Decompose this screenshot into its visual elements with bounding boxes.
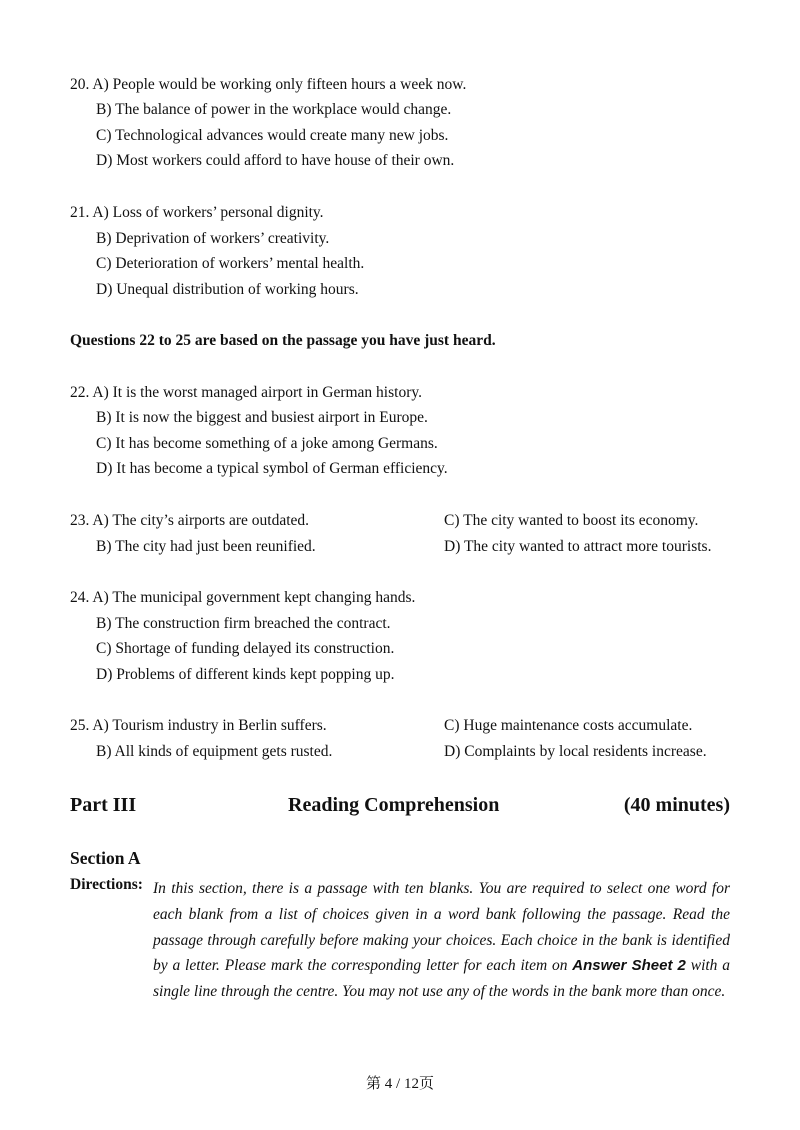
section-title: Section A — [70, 848, 141, 868]
q24-option-d: D) Problems of different kinds kept popping up. — [96, 666, 395, 683]
q22-option-d: D) It has become a typical symbol of German efficiency. — [96, 460, 448, 477]
q20-option-c: C) Technological advances would create many new jobs. — [96, 127, 449, 144]
q23-option-d: D) The city wanted to attract more tourists. — [444, 538, 712, 555]
q25-option-a: 25. A) Tourism industry in Berlin suffers. — [70, 717, 327, 734]
q25-option-d: D) Complaints by local residents increase. — [444, 743, 707, 760]
directions-text-part2: with a single line through the centre. You may not use any of the words in the bank more than once. — [153, 957, 731, 1001]
page-number: 第 4 / 12页 — [366, 1076, 434, 1092]
part-time: (40 minutes) — [623, 794, 730, 816]
q20-option-a: 20. A) People would be working only fifteen hours a week now. — [70, 76, 467, 93]
q24-option-a: 24. A) The municipal government kept changing hands. — [70, 589, 416, 606]
q24-option-c: C) Shortage of funding delayed its construction. — [96, 640, 395, 657]
directions-text — [153, 876, 730, 1005]
answer-sheet-reference: Answer Sheet 2 — [572, 957, 686, 975]
q20-option-d: D) Most workers could afford to have house of their own. — [96, 152, 455, 169]
q24-option-b: B) The construction firm breached the contract. — [96, 615, 391, 632]
q22-option-a: 22. A) It is the worst managed airport in German history. — [70, 384, 422, 401]
q23-option-a: 23. A) The city’s airports are outdated. — [70, 512, 310, 529]
part-header — [70, 794, 730, 820]
directions-text-part1: In this section, there is a passage with ten blanks. You are required to select one word for each blank from a list of choices given in a word bank following the passage. Read the passage through carefully before making your choices. Each choice in the bank is identified by a letter. Please mark the corresponding letter for each item on — [153, 880, 730, 975]
passage-heading: Questions 22 to 25 are based on the passage you have just heard. — [70, 332, 496, 349]
directions-label: Directions: — [70, 876, 143, 893]
q23-option-c: C) The city wanted to boost its economy. — [444, 512, 699, 529]
part-title: Reading Comprehension — [288, 794, 500, 816]
q21-option-a: 21. A) Loss of workers’ personal dignity. — [70, 204, 324, 221]
q25-option-b: B) All kinds of equipment gets rusted. — [96, 743, 333, 760]
q21-option-b: B) Deprivation of workers’ creativity. — [96, 230, 330, 247]
q23-option-b: B) The city had just been reunified. — [96, 538, 316, 555]
q25-option-c: C) Huge maintenance costs accumulate. — [444, 717, 693, 734]
q20-option-b: B) The balance of power in the workplace would change. — [96, 101, 452, 118]
q22-option-c: C) It has become something of a joke among Germans. — [96, 435, 438, 452]
q21-option-d: D) Unequal distribution of working hours. — [96, 281, 359, 298]
q22-option-b: B) It is now the biggest and busiest airport in Europe. — [96, 409, 428, 426]
part-label: Part III — [70, 794, 137, 816]
q21-option-c: C) Deterioration of workers’ mental health. — [96, 255, 365, 272]
